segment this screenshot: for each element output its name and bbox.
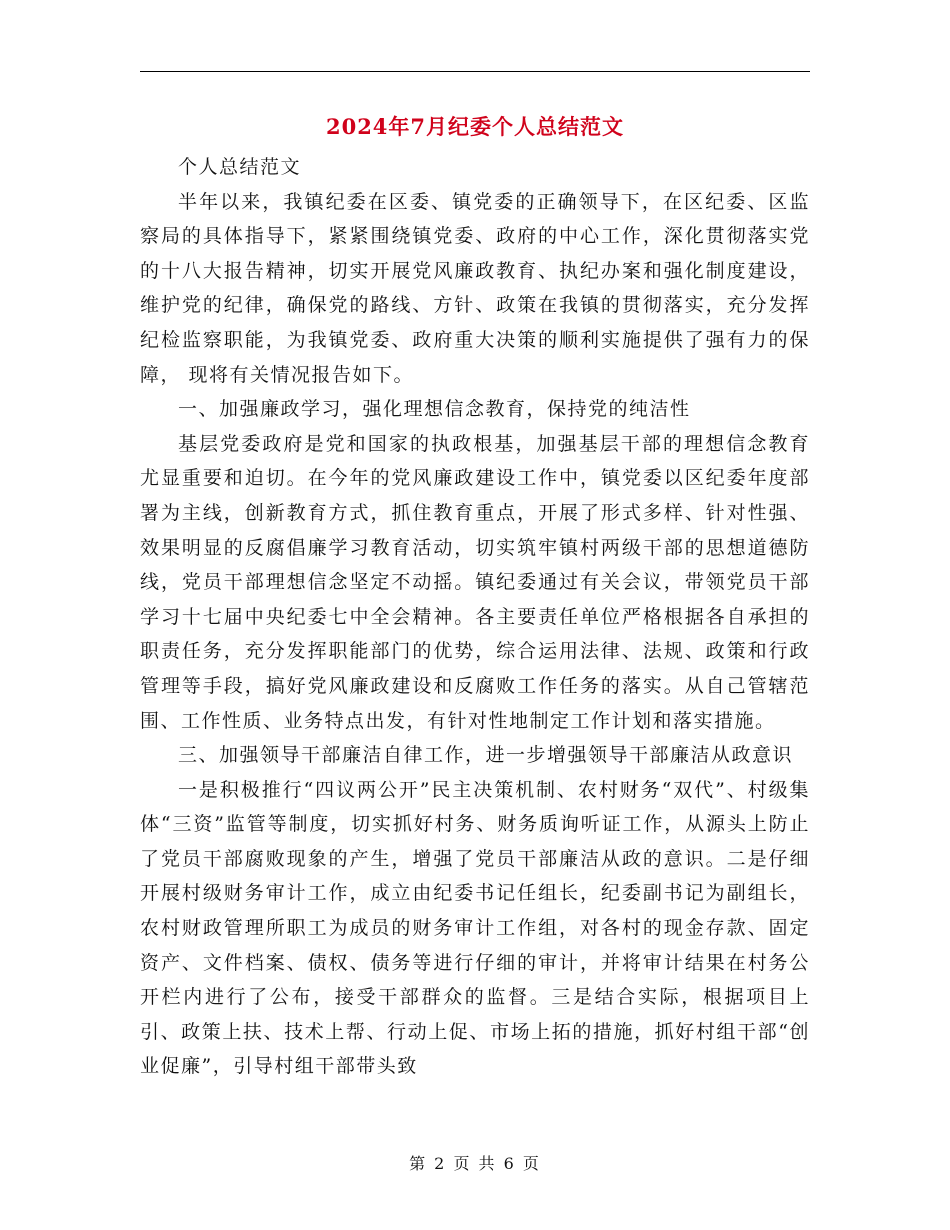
section-heading-3: 三、加强领导干部廉洁自律工作，进一步增强领导干部廉洁从政意识	[178, 744, 794, 767]
header-rule	[140, 71, 810, 72]
paragraph-section-3: 一是积极推行“四议两公开”民主决策机制、农村财务“双代”、村级集体“三资”监管等制度，切实抓好村务、财务质询听证工作，从源头上防止了党员干部腐败现象的产生，增强了党员干部廉洁从政的意识。二是仔细开展村级财务审计工作，成立由纪委书记任组长，纪委副书记为副组长，农村财政管理所职工为成员的财务审计工作组，对各村的现金存款、固定资产、文件档案、债权、债务等进行仔细的审计，并将审计结果在村务公开栏内进行了公布，接受干部群众的监督。三是结合实际，根据项目上引、政策上扶、技术上帮、行动上促、市场上拓的措施，抓好村组干部“创业促廉”，引导村组干部带头致	[140, 778, 810, 1078]
section-heading-1: 一、加强廉政学习，强化理想信念教育，保持党的纯洁性	[178, 398, 691, 421]
paragraph-intro: 半年以来，我镇纪委在区委、镇党委的正确领导下，在区纪委、区监察局的具体指导下，紧紧围绕镇党委、政府的中心工作，深化贯彻落实党的十八大报告精神，切实开展党风廉政教育、执纪办案和强化制度建设，维护党的纪律，确保党的路线、方针、政策在我镇的贯彻落实，充分发挥纪检监察职能，为我镇党委、政府重大决策的顺利实施提供了强有力的保障， 现将有关情况报告如下。	[140, 190, 810, 386]
document-title: 2024年7月纪委个人总结范文	[325, 114, 625, 139]
page-number: 第 2 页 共 6 页	[409, 1154, 541, 1173]
paragraph-section-1: 基层党委政府是党和国家的执政根基，加强基层干部的理想信念教育尤显重要和迫切。在今年的党风廉政建设工作中，镇党委以区纪委年度部署为主线，创新教育方式，抓住教育重点，开展了形式多样、针对性强、效果明显的反腐倡廉学习教育活动，切实筑牢镇村两级干部的思想道德防线，党员干部理想信念坚定不动摇。镇纪委通过有关会议，带领党员干部学习十七届中央纪委七中全会精神。各主要责任单位严格根据各自承担的职责任务，充分发挥职能部门的优势，综合运用法律、法规、政策和行政管理等手段，搞好党风廉政建设和反腐败工作任务的落实。从自己管辖范围、工作性质、业务特点出发，有针对性地制定工作计划和落实措施。	[140, 432, 810, 732]
paragraph-subtitle: 个人总结范文	[178, 156, 302, 178]
document-body	[140, 150, 810, 1084]
